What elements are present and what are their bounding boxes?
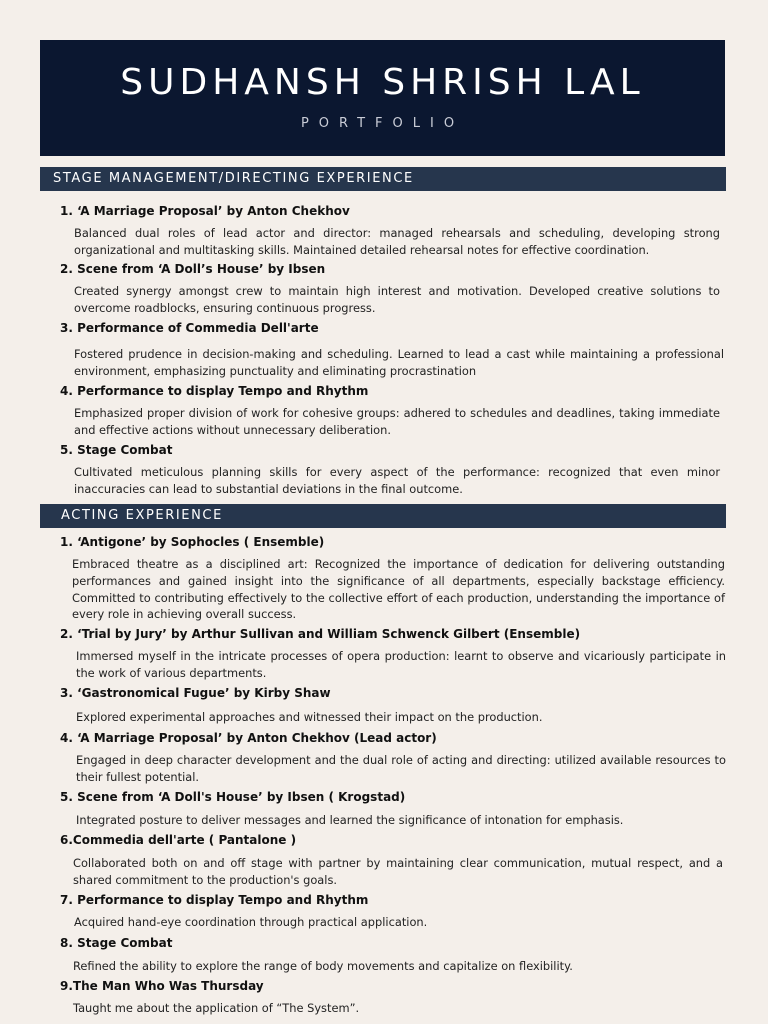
acting-item-8-title: 8. Stage Combat [60,936,173,950]
acting-item-6-desc: Collaborated both on and off stage with partner by maintaining clear communication, mutual respect, and a shared commitment to the production's goals. [73,856,723,887]
acting-item-7-title: 7. Performance to display Tempo and Rhythm [60,893,369,907]
acting-item-5-desc: Integrated posture to deliver messages and learned the significance of intonation for emphasis. [76,813,624,827]
stage-item-1-desc: Balanced dual roles of lead actor and director: managed rehearsals and scheduling, developing strong organizational and multitasking skills. Maintained detailed rehearsal notes for effective coordination. [74,226,720,257]
stage-item-4-title: 4. Performance to display Tempo and Rhythm [60,384,369,398]
stage-item-1-title: 1. ‘A Marriage Proposal’ by Anton Chekhov [60,204,350,218]
name-banner [40,40,725,156]
portfolio-owner-name: SUDHANSH SHRISH LAL [120,62,645,103]
acting-item-4-desc: Engaged in deep character development and the dual role of acting and directing: utilized available resources to their fullest potential. [76,753,726,784]
acting-item-4-title: 4. ‘A Marriage Proposal’ by Anton Chekhov (Lead actor) [60,731,437,745]
section-heading-acting: ACTING EXPERIENCE [40,504,726,528]
stage-item-5-desc: Cultivated meticulous planning skills for every aspect of the performance: recognized that even minor inaccuracies can lead to substantial deviations in the final outcome. [74,465,720,496]
acting-item-6-title: 6.Commedia dell'arte ( Pantalone ) [60,833,297,847]
acting-item-9-title: 9.The Man Who Was Thursday [60,979,264,993]
stage-item-2-title: 2. Scene from ‘A Doll’s House’ by Ibsen [60,262,326,276]
acting-item-1-desc: Embraced theatre as a disciplined art: Recognized the importance of dedication for delivering outstanding performances and gained insight into the significance of all departments, especially backstage efficiency. Committed to contributing effectively to the collective effort of each production, understanding the importance of every role in achieving overall success. [72,557,725,622]
acting-item-2-title: 2. ‘Trial by Jury’ by Arthur Sullivan and William Schwenck Gilbert (Ensemble) [60,627,581,641]
acting-item-3-title: 3. ‘Gastronomical Fugue’ by Kirby Shaw [60,686,331,700]
acting-item-8-desc: Refined the ability to explore the range of body movements and capitalize on flexibility. [73,959,573,973]
section-heading-stage: STAGE MANAGEMENT/DIRECTING EXPERIENCE [40,167,726,191]
acting-item-3-desc: Explored experimental approaches and witnessed their impact on the production. [76,710,543,724]
acting-item-9-desc: Taught me about the application of “The System”. [73,1001,360,1015]
stage-item-3-title: 3. Performance of Commedia Dell'arte [60,321,319,335]
stage-item-4-desc: Emphasized proper division of work for cohesive groups: adhered to schedules and deadlines, taking immediate and effective actions without unnecessary deliberation. [74,406,720,437]
acting-item-2-desc: Immersed myself in the intricate processes of opera production: learnt to observe and vicariously participate in the work of various departments. [76,649,726,680]
stage-item-2-desc: Created synergy amongst crew to maintain high interest and motivation. Developed creative solutions to overcome roadblocks, ensuring continuous progress. [74,284,720,315]
acting-item-5-title: 5. Scene from ‘A Doll's House’ by Ibsen ( Krogstad) [60,790,406,804]
acting-item-7-desc: Acquired hand-eye coordination through practical application. [74,915,428,929]
acting-item-1-title: 1. ‘Antigone’ by Sophocles ( Ensemble) [60,535,325,549]
stage-item-5-title: 5. Stage Combat [60,443,173,457]
stage-item-3-desc: Fostered prudence in decision-making and scheduling. Learned to lead a cast while maintaining a professional environment, emphasizing punctuality and eliminating procrastination [74,347,724,378]
portfolio-subtitle: PORTFOLIO [300,116,465,131]
